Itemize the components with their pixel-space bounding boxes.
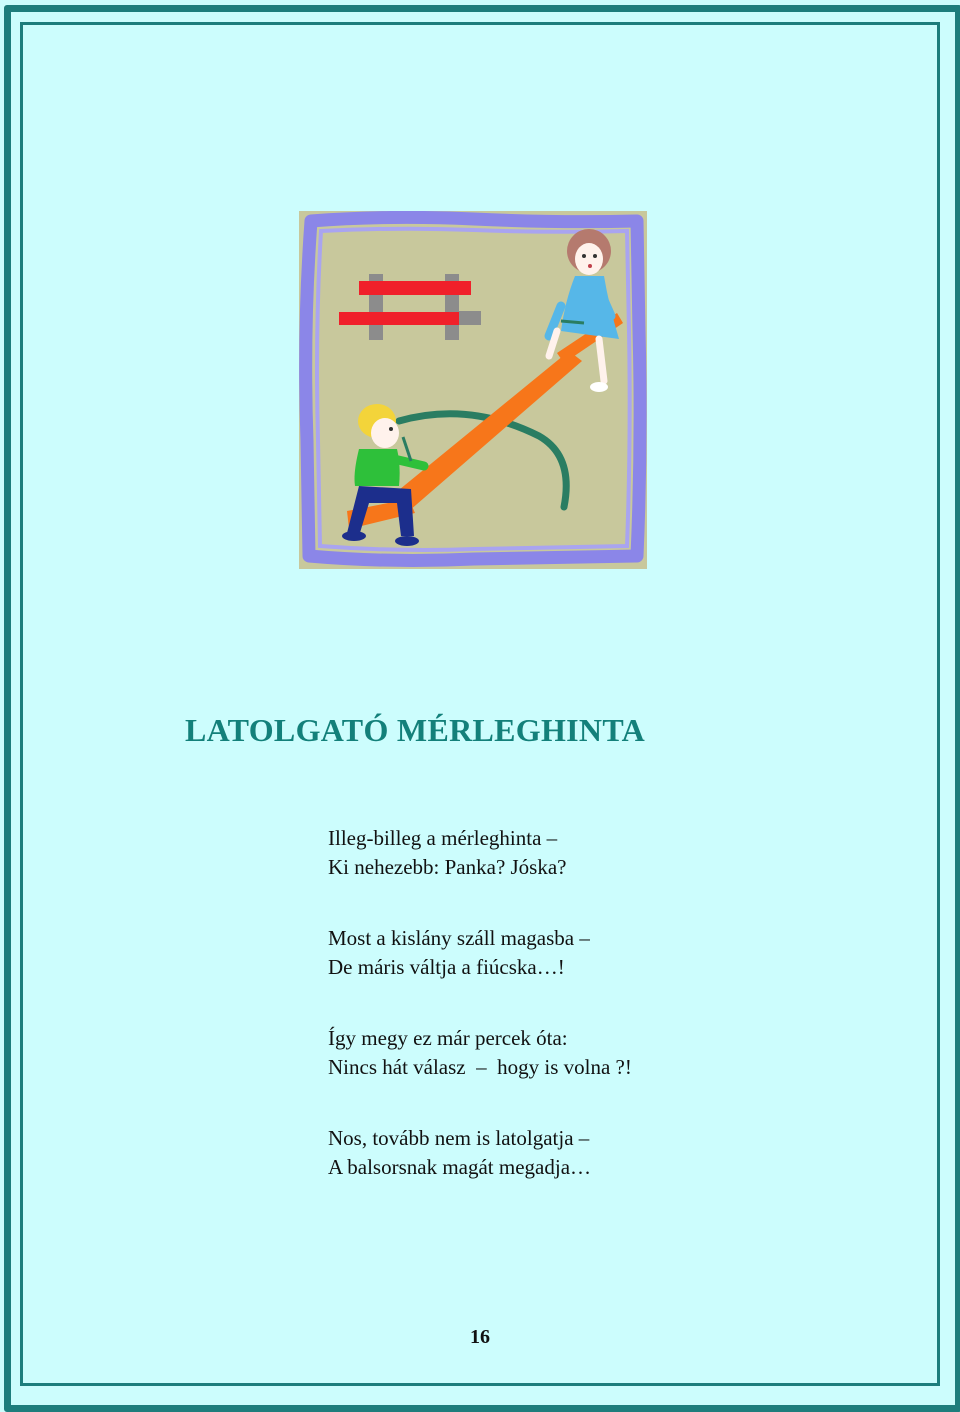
poem-line: Most a kislány száll magasba – (328, 926, 590, 950)
page-title: LATOLGATÓ MÉRLEGHINTA (185, 712, 646, 748)
poem-stanza (328, 924, 632, 982)
poem-line: De máris váltja a fiúcska…! (328, 955, 565, 979)
poem-stanza (328, 824, 632, 882)
poem-line: Ki nehezebb: Panka? Jóska? (328, 855, 567, 879)
page-number: 16 (470, 1326, 490, 1348)
poem-line: Így megy ez már percek óta: (328, 1026, 568, 1050)
poem-line: Nos, tovább nem is latolgatja – (328, 1126, 590, 1150)
poem-line: A balsorsnak magát megadja… (328, 1155, 592, 1179)
poem-line: Nincs hát válasz – hogy is volna ?! (328, 1055, 632, 1079)
poem (328, 824, 632, 1224)
seesaw-illustration (299, 211, 647, 569)
poem-stanza (328, 1124, 632, 1182)
poem-stanza (328, 1024, 632, 1082)
poem-line: Illeg-billeg a mérleghinta – (328, 826, 558, 850)
